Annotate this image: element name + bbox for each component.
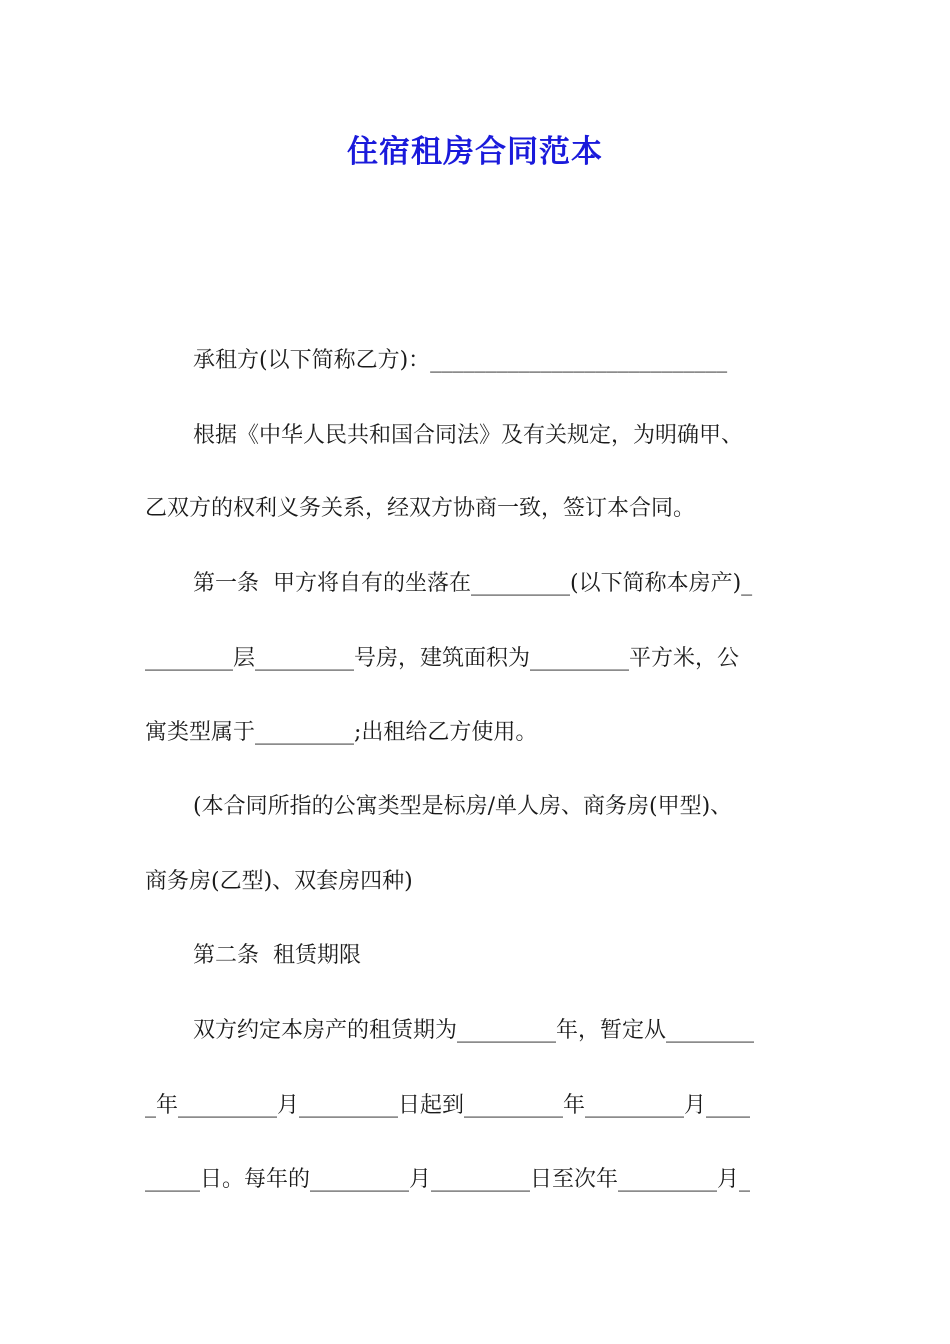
article-1-line-3: 寓类型属于_________;出租给乙方使用。 xyxy=(145,720,538,745)
article-2-line-3: _____日。每年的_________月_________日至次年_________月_ xyxy=(145,1167,751,1192)
article-2-line-2: _年_________月_________日起到_________年_________月____ xyxy=(145,1093,751,1118)
preamble-line-1: 根据《中华人民共和国合同法》及有关规定，为明确甲、 xyxy=(193,423,744,448)
note-line-2: 商务房(乙型)、双套房四种) xyxy=(145,869,413,894)
note-line-1: (本合同所指的公寓类型是标房/单人房、商务房(甲型)、 xyxy=(193,794,733,819)
document-title: 住宿租房合同范本 xyxy=(347,134,603,170)
article-1-line-1: 第一条 甲方将自有的坐落在_________(以下简称本房产)_ xyxy=(193,571,753,596)
article-2-line-1: 双方约定本房产的租赁期为_________年，暂定从________ xyxy=(193,1018,755,1043)
preamble-line-2: 乙双方的权利义务关系，经双方协商一致，签订本合同。 xyxy=(145,496,696,521)
article-1-line-2: ________层_________号房，建筑面积为_________平方米，公 xyxy=(145,646,740,671)
article-2-heading: 第二条 租赁期限 xyxy=(193,943,361,968)
tenant-line: 承租方(以下简称乙方)：___________________________ xyxy=(193,348,728,373)
